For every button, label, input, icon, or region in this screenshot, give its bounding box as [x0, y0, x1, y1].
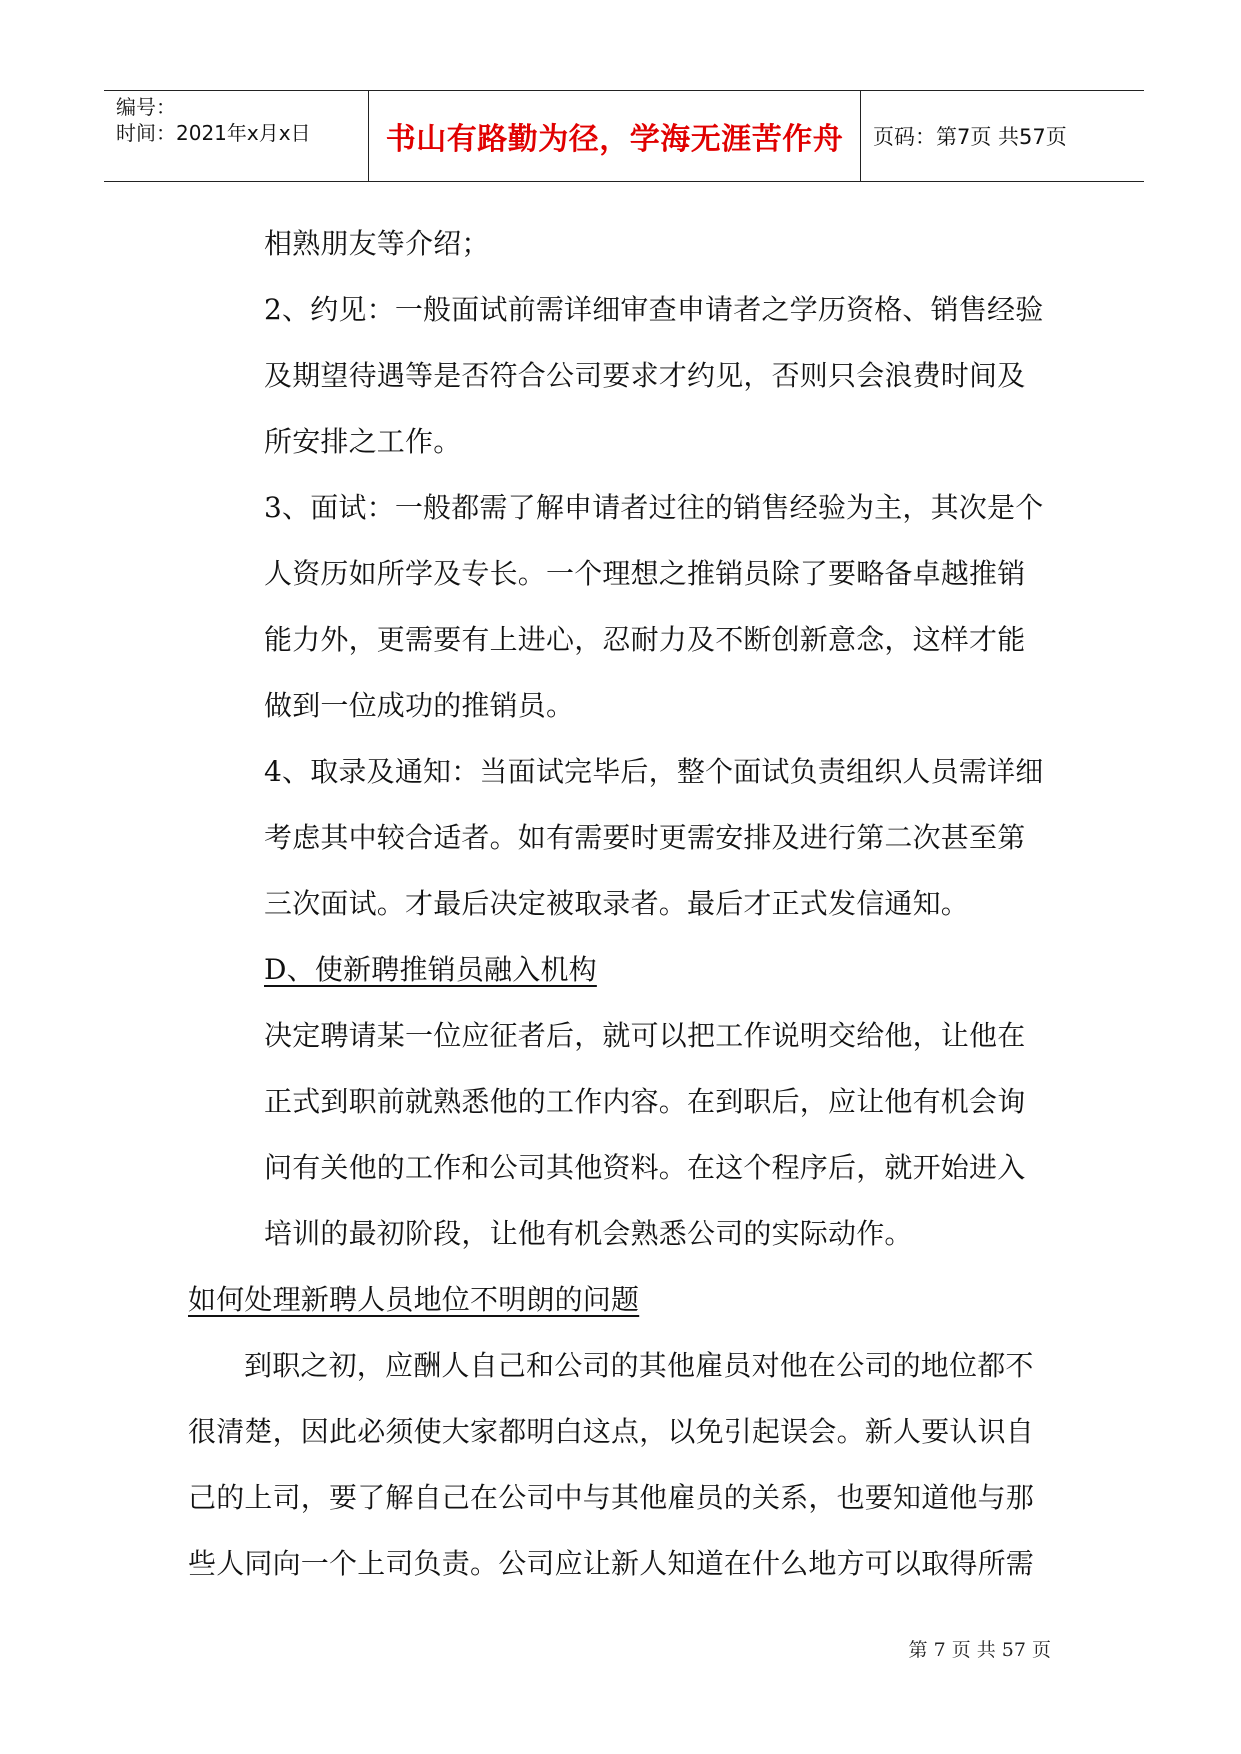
section-heading-new-hire: 如何处理新聘人员地位不明朗的问题	[188, 1283, 640, 1316]
header-motto-cell	[368, 91, 861, 181]
body-line: 己的上司，要了解自己在公司中与其他雇员的关系，也要知道他与那	[188, 1481, 1035, 1514]
body-line: 及期望待遇等是否符合公司要求才约见，否则只会浪费时间及	[264, 359, 1026, 392]
body-line: 能力外，更需要有上进心，忍耐力及不断创新意念，这样才能	[264, 623, 1026, 656]
body-line: 正式到职前就熟悉他的工作内容。在到职后，应让他有机会询	[264, 1085, 1026, 1118]
body-line: 到职之初，应酬人自己和公司的其他雇员对他在公司的地位都不	[244, 1349, 1034, 1382]
page-header	[104, 90, 1144, 182]
body-line: 所安排之工作。	[264, 425, 462, 458]
page-footer: 第 7 页 共 57 页	[908, 1639, 1051, 1661]
header-motto: 书山有路勤为径，学海无涯苦作舟	[385, 122, 844, 157]
body-line: 做到一位成功的推销员。	[264, 689, 575, 722]
body-line: 人资历如所学及专长。一个理想之推销员除了要略备卓越推销	[264, 557, 1026, 590]
body-line: 三次面试。才最后决定被取录者。最后才正式发信通知。	[264, 887, 970, 920]
body-line: 3、面试：一般都需了解申请者过往的销售经验为主，其次是个	[264, 491, 1044, 524]
body-line: 培训的最初阶段，让他有机会熟悉公司的实际动作。	[264, 1217, 913, 1250]
body-line: 问有关他的工作和公司其他资料。在这个程序后，就开始进入	[264, 1151, 1026, 1184]
body-line: 相熟朋友等介绍；	[264, 227, 490, 260]
header-info-cell	[104, 91, 368, 181]
body-line: 考虑其中较合适者。如有需要时更需安排及进行第二次甚至第	[264, 821, 1026, 854]
document-time-label: 时间：2021年x月x日	[116, 121, 311, 145]
body-line: 决定聘请某一位应征者后，就可以把工作说明交给他，让他在	[264, 1019, 1026, 1052]
body-line: 2、约见：一般面试前需详细审查申请者之学历资格、销售经验	[264, 293, 1044, 326]
header-page-cell	[861, 91, 1144, 181]
section-heading-d: D、使新聘推销员融入机构	[264, 953, 597, 986]
body-line: 4、取录及通知：当面试完毕后，整个面试负责组织人员需详细	[264, 755, 1044, 788]
header-page-code: 页码：第7页 共57页	[873, 125, 1067, 149]
body-line: 些人同向一个上司负责。公司应让新人知道在什么地方可以取得所需	[188, 1547, 1035, 1580]
document-number-label: 编号：	[116, 95, 176, 119]
body-line: 很清楚，因此必须使大家都明白这点，以免引起误会。新人要认识自	[188, 1415, 1035, 1448]
